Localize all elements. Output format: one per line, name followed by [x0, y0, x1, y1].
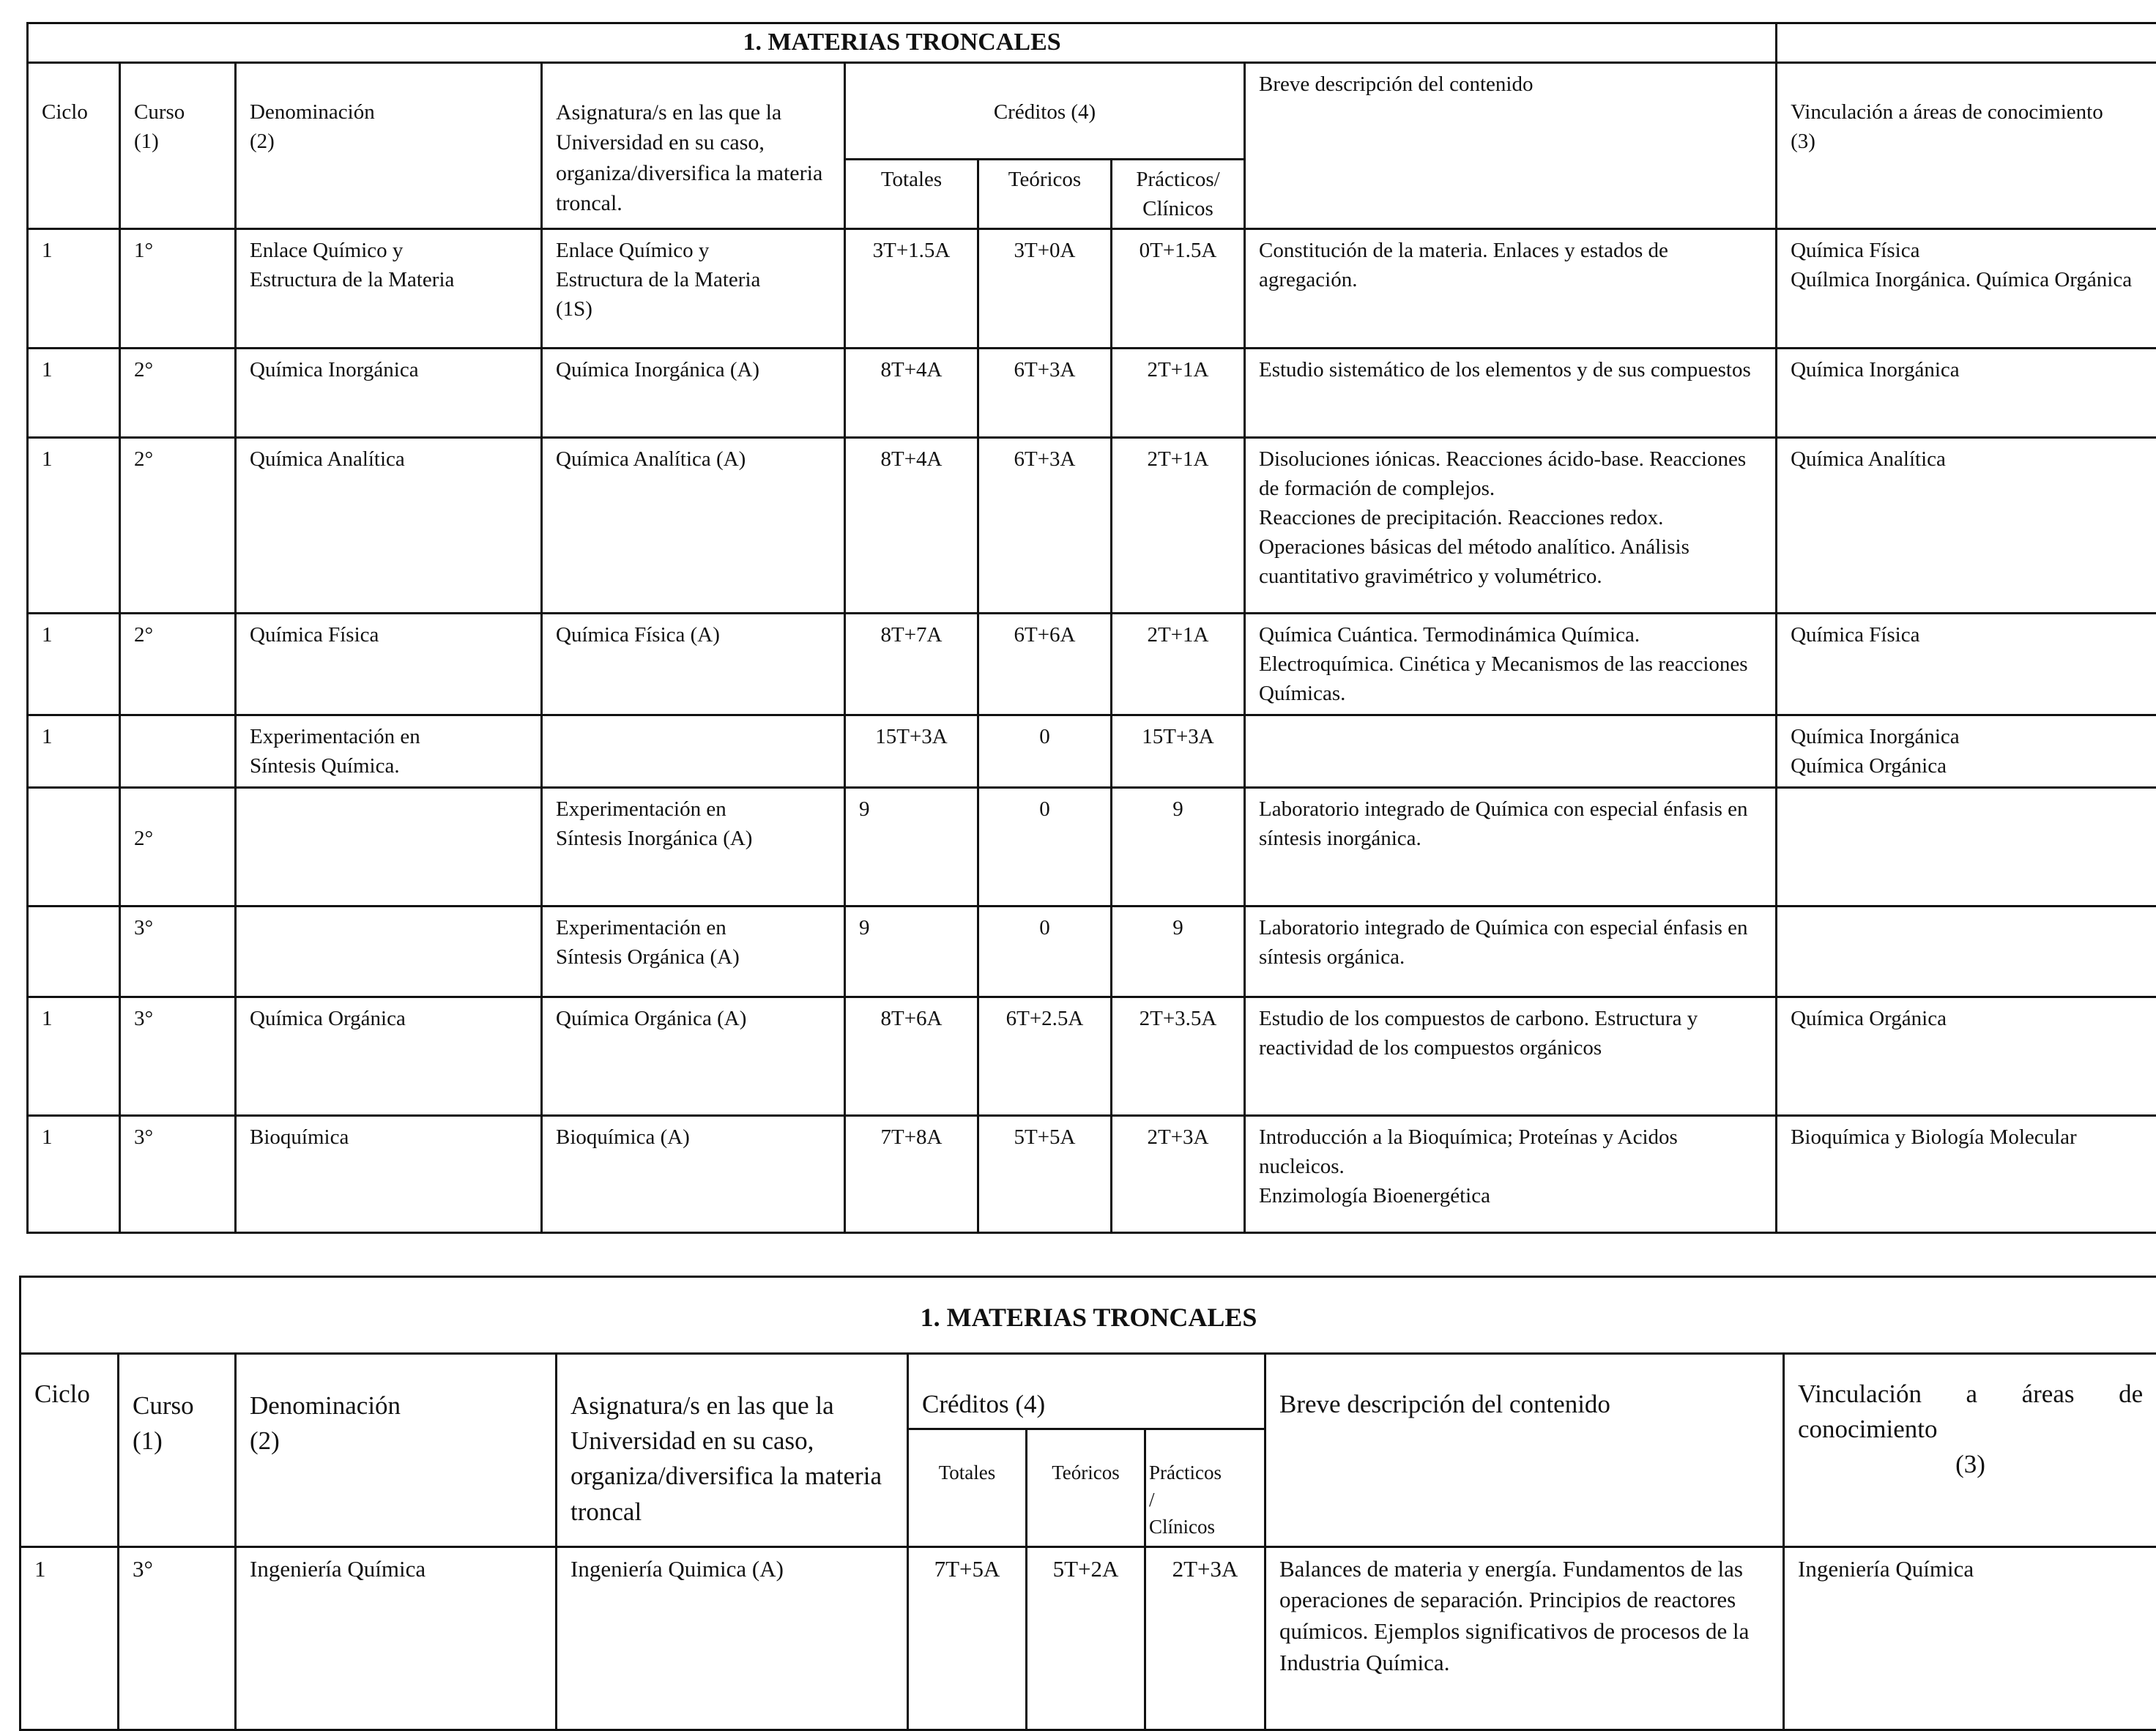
table-row: [28, 228, 2156, 348]
cell-teoricos: 6T+3A: [978, 437, 1112, 613]
cell-teoricos: 6T+3A: [978, 348, 1112, 437]
cell-curso: 1°: [120, 228, 236, 348]
header-vinculacion: Vinculación a áreas de conocimiento (3): [1777, 62, 2156, 228]
header-curso: Curso (1): [120, 62, 236, 228]
table-row: [28, 715, 2156, 787]
cell-descripcion: Balances de materia y energía. Fundamentos de las operaciones de separación. Principios de reactores químicos. Ejemplos significativos de procesos de la Industria Química.: [1265, 1546, 1784, 1730]
cell-vinculacion: [1777, 907, 2156, 997]
cell-teoricos: 6T+6A: [978, 613, 1112, 715]
cell-vinculacion: Química Inorgánica Química Orgánica: [1777, 715, 2156, 787]
cell-ciclo: 1: [28, 348, 120, 437]
cell-curso: 2°: [120, 788, 236, 907]
table-row: [28, 788, 2156, 907]
title-empty-cell: [1777, 23, 2156, 63]
cell-vinculacion: Química Física Quílmica Inorgánica. Química Orgánica: [1777, 228, 2156, 348]
cell-vinculacion: Química Orgánica: [1777, 997, 2156, 1116]
header-totales: Totales: [845, 159, 978, 228]
materias-troncales-table-2: [19, 1276, 2156, 1731]
cell-asignatura: Experimentación en Síntesis Orgánica (A): [542, 907, 845, 997]
cell-ciclo: [28, 907, 120, 997]
cell-ciclo: 1: [28, 613, 120, 715]
cell-vinculacion: Química Analítica: [1777, 437, 2156, 613]
header-denominacion: Denominación (2): [236, 1353, 557, 1546]
cell-practicos: 0T+1.5A: [1112, 228, 1245, 348]
cell-totales: 8T+7A: [845, 613, 978, 715]
cell-curso: [120, 715, 236, 787]
cell-denominacion: Ingeniería Química: [236, 1546, 557, 1730]
cell-asignatura: Experimentación en Síntesis Inorgánica (A): [542, 788, 845, 907]
table-row: [28, 997, 2156, 1116]
cell-totales: 8T+4A: [845, 348, 978, 437]
cell-denominacion: Química Analítica: [236, 437, 542, 613]
cell-curso: 3°: [120, 1116, 236, 1233]
cell-ciclo: 1: [28, 228, 120, 348]
cell-ciclo: 1: [28, 1116, 120, 1233]
table-title: 1. MATERIAS TRONCALES: [28, 23, 1777, 63]
cell-descripcion: Laboratorio integrado de Química con especial énfasis en síntesis orgánica.: [1245, 907, 1777, 997]
cell-teoricos: 0: [978, 788, 1112, 907]
cell-practicos: 15T+3A: [1112, 715, 1245, 787]
table-row: [28, 437, 2156, 613]
header-teoricos: Teóricos: [1027, 1429, 1145, 1546]
cell-vinculacion: Ingeniería Química: [1784, 1546, 2156, 1730]
cell-practicos: 2T+3A: [1112, 1116, 1245, 1233]
cell-teoricos: 0: [978, 715, 1112, 787]
cell-totales: 9: [845, 788, 978, 907]
cell-practicos: 9: [1112, 907, 1245, 997]
cell-ciclo: [28, 788, 120, 907]
cell-descripcion: Estudio sistemático de los elementos y de sus compuestos: [1245, 348, 1777, 437]
header-teoricos: Teóricos: [978, 159, 1112, 228]
cell-descripcion: Química Cuántica. Termodinámica Química. Electroquímica. Cinética y Mecanismos de las reacciones Químicas.: [1245, 613, 1777, 715]
cell-practicos: 2T+1A: [1112, 348, 1245, 437]
header-ciclo: Ciclo: [28, 62, 120, 228]
header-denominacion: Denominación (2): [236, 62, 542, 228]
cell-curso: 3°: [120, 907, 236, 997]
table-row: [28, 348, 2156, 437]
cell-practicos: 2T+3.5A: [1112, 997, 1245, 1116]
cell-vinculacion: Química Física: [1777, 613, 2156, 715]
cell-vinculacion: [1777, 788, 2156, 907]
header-creditos: Créditos (4): [908, 1353, 1265, 1429]
table-row: [21, 1546, 2156, 1730]
cell-totales: 3T+1.5A: [845, 228, 978, 348]
header-descripcion: Breve descripción del contenido: [1265, 1353, 1784, 1546]
cell-descripcion: Disoluciones iónicas. Reacciones ácido-base. Reacciones de formación de complejos. Reacciones de precipitación. Reacciones redox. Operaciones básicas del método analítico. Análisis cuantitativo gravimétrico y volumétrico.: [1245, 437, 1777, 613]
header-totales: Totales: [908, 1429, 1027, 1546]
cell-denominacion: [236, 907, 542, 997]
table-row: [28, 1116, 2156, 1233]
cell-denominacion: Experimentación en Síntesis Química.: [236, 715, 542, 787]
cell-vinculacion: Bioquímica y Biología Molecular: [1777, 1116, 2156, 1233]
cell-curso: 2°: [120, 613, 236, 715]
cell-curso: 2°: [120, 348, 236, 437]
cell-teoricos: 5T+5A: [978, 1116, 1112, 1233]
cell-asignatura: Ingeniería Quimica (A): [557, 1546, 908, 1730]
cell-asignatura: Bioquímica (A): [542, 1116, 845, 1233]
cell-curso: 3°: [119, 1546, 236, 1730]
cell-totales: 9: [845, 907, 978, 997]
cell-denominacion: [236, 788, 542, 907]
header-descripcion: Breve descripción del contenido: [1245, 62, 1777, 228]
cell-practicos: 2T+1A: [1112, 613, 1245, 715]
header-practicos: Prácticos / Clínicos: [1145, 1429, 1265, 1546]
table-title: 1. MATERIAS TRONCALES: [21, 1277, 2156, 1354]
cell-asignatura: Química Física (A): [542, 613, 845, 715]
cell-descripcion: Laboratorio integrado de Química con especial énfasis en síntesis inorgánica.: [1245, 788, 1777, 907]
cell-denominacion: Bioquímica: [236, 1116, 542, 1233]
cell-teoricos: 5T+2A: [1027, 1546, 1145, 1730]
cell-totales: 8T+6A: [845, 997, 978, 1116]
cell-practicos: 2T+3A: [1145, 1546, 1265, 1730]
cell-descripcion: [1245, 715, 1777, 787]
cell-descripcion: Constitución de la materia. Enlaces y estados de agregación.: [1245, 228, 1777, 348]
header-asignatura: Asignatura/s en las que la Universidad en su caso, organiza/diversifica la materia troncal: [557, 1353, 908, 1546]
cell-denominacion: Enlace Químico y Estructura de la Materia: [236, 228, 542, 348]
cell-curso: 3°: [120, 997, 236, 1116]
table-row: [28, 613, 2156, 715]
cell-asignatura: Química Orgánica (A): [542, 997, 845, 1116]
header-practicos: Prácticos/ Clínicos: [1112, 159, 1245, 228]
header-vinculacion-note: (3): [1798, 1447, 2143, 1482]
table-row: [28, 907, 2156, 997]
cell-ciclo: 1: [21, 1546, 119, 1730]
cell-teoricos: 6T+2.5A: [978, 997, 1112, 1116]
cell-ciclo: 1: [28, 715, 120, 787]
header-vinculacion-label: Vinculación a áreas de conocimiento: [1798, 1377, 2143, 1448]
cell-denominacion: Química Inorgánica: [236, 348, 542, 437]
cell-practicos: 2T+1A: [1112, 437, 1245, 613]
cell-teoricos: 0: [978, 907, 1112, 997]
cell-teoricos: 3T+0A: [978, 228, 1112, 348]
cell-descripcion: Estudio de los compuestos de carbono. Estructura y reactividad de los compuestos orgánicos: [1245, 997, 1777, 1116]
cell-asignatura: [542, 715, 845, 787]
cell-totales: 8T+4A: [845, 437, 978, 613]
header-asignatura: Asignatura/s en las que la Universidad en su caso, organiza/diversifica la materia troncal.: [542, 62, 845, 228]
header-vinculacion: [1784, 1353, 2156, 1546]
materias-troncales-table-1: [26, 22, 2156, 1234]
cell-denominacion: Química Física: [236, 613, 542, 715]
cell-asignatura: Química Inorgánica (A): [542, 348, 845, 437]
header-creditos: Créditos (4): [845, 62, 1245, 159]
cell-vinculacion: Química Inorgánica: [1777, 348, 2156, 437]
cell-asignatura: Química Analítica (A): [542, 437, 845, 613]
cell-asignatura: Enlace Químico y Estructura de la Materia (1S): [542, 228, 845, 348]
cell-totales: 7T+8A: [845, 1116, 978, 1233]
cell-practicos: 9: [1112, 788, 1245, 907]
cell-totales: 7T+5A: [908, 1546, 1027, 1730]
cell-ciclo: 1: [28, 437, 120, 613]
cell-ciclo: 1: [28, 997, 120, 1116]
cell-descripcion: Introducción a la Bioquímica; Proteínas y Acidos nucleicos. Enzimología Bioenergética: [1245, 1116, 1777, 1233]
cell-denominacion: Química Orgánica: [236, 997, 542, 1116]
header-ciclo: Ciclo: [21, 1353, 119, 1546]
cell-totales: 15T+3A: [845, 715, 978, 787]
cell-curso: 2°: [120, 437, 236, 613]
header-curso: Curso (1): [119, 1353, 236, 1546]
